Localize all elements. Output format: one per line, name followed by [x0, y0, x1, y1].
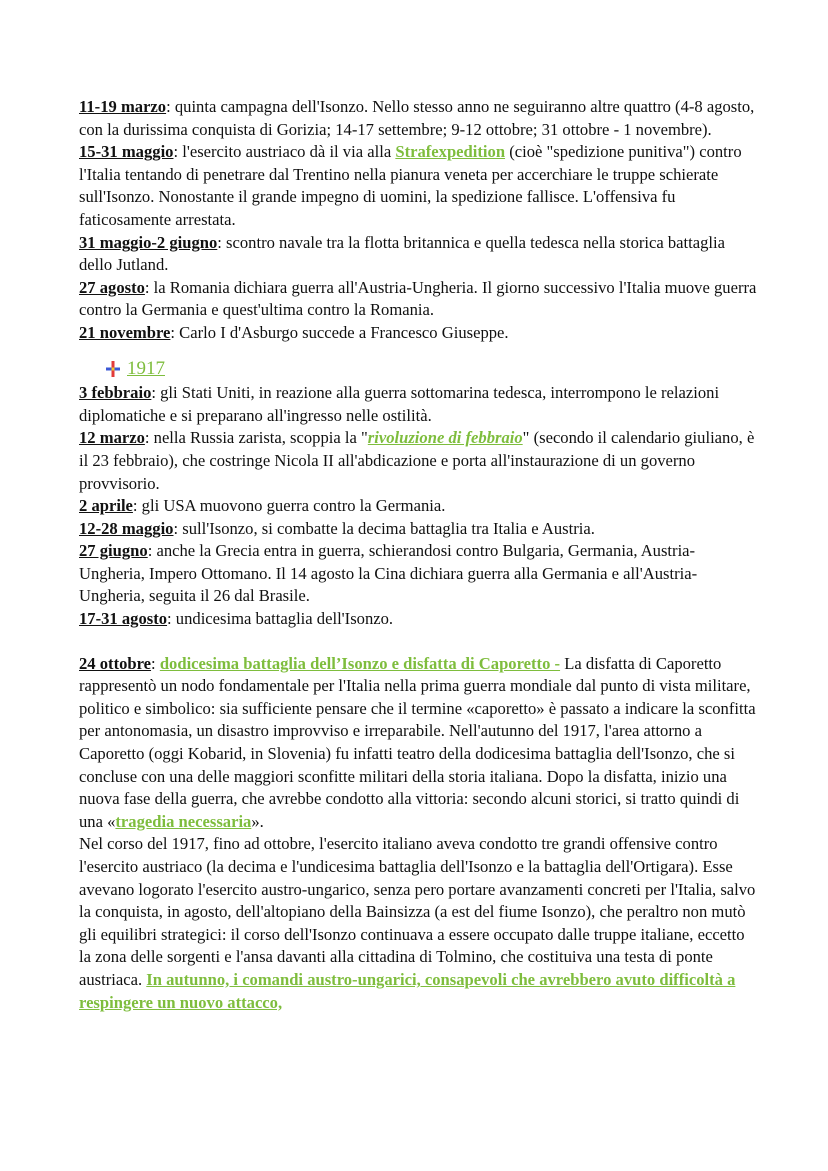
autunno-link[interactable]: In autunno, i comandi austro-ungarici, consapevoli che avrebbero avuto difficoltà a respingere un nuovo attacco,	[79, 969, 736, 1012]
strafexpedition-link[interactable]: Strafexpedition	[395, 142, 506, 162]
timeline-entry	[79, 382, 759, 427]
tragedia-necessaria-link[interactable]: tragedia necessaria	[115, 811, 252, 831]
paragraph-spacer	[79, 631, 759, 653]
timeline-entry	[79, 518, 759, 541]
entry-separator: :	[151, 653, 160, 673]
year-1917-link[interactable]: 1917	[127, 357, 165, 379]
offensive-paragraph	[79, 833, 759, 1014]
entry-date: 2 aprile	[79, 496, 133, 516]
timeline-entry	[79, 608, 759, 631]
document-page	[79, 96, 759, 1014]
entry-date: 3 febbraio	[79, 383, 152, 403]
timeline-entry	[79, 141, 759, 231]
entry-text: : nella Russia zarista, scoppia la "	[144, 428, 368, 448]
timeline-entry	[79, 277, 759, 322]
timeline-entry	[79, 96, 759, 141]
entry-text: : Carlo I d'Asburgo succede a Francesco Giuseppe.	[170, 322, 509, 342]
year-heading-1917	[103, 358, 759, 381]
timeline-entry	[79, 427, 759, 495]
entry-text: : gli USA muovono guerra contro la Germania.	[132, 496, 446, 516]
caporetto-battle-link[interactable]: dodicesima battaglia dell’Isonzo e disfatta di Caporetto -	[159, 653, 561, 673]
caporetto-text: La disfatta di Caporetto rappresentò un nodo fondamentale per l'Italia nella prima guerra mondiale dal punto di vista militare, politico e simbolico: sia sufficiente pensare che il termine «caporetto» è passato a indicare la sconfitta per antonomasia, un disastro improvviso e irreparabile. Nell'autunno del 1917, l'area attorno a Caporetto (oggi Kobarid, in Slovenia) fu infatti teatro della dodicesima battaglia dell'Isonzo, che si concluse con una delle maggiori sconfitte militari della storia italiana. Dopo la disfatta, inizio una nuova fase della guerra, che avrebbe condotto alla vittoria: secondo alcuni storici, si tratto quindi di una «	[79, 653, 756, 831]
entry-text: : undicesima battaglia dell'Isonzo.	[167, 609, 394, 629]
entry-text: : gli Stati Uniti, in reazione alla guerra sottomarina tedesca, interrompono le relazioni diplomatiche e si preparano all'ingresso nelle ostilità.	[79, 383, 720, 425]
offensive-text: Nel corso del 1917, fino ad ottobre, l'esercito italiano aveva condotto tre grandi offensive contro l'esercito austriaco (la decima e l'undicesima battaglia dell'Isonzo e la battaglia dell'Ortigara). Esse avevano logorato l'esercito austro-ungarico, senza pero portare avanzamenti concreti per l'Italia, salvo la conquista, in agosto, dell'altopiano della Bainsizza (a est del fiume Isonzo), che peraltro non mutò gli equilibri strategici: il corso dell'Isonzo continuava a essere occupato dalle truppe italiane, eccetto la zona delle sorgenti e l'ansa davanti alla cittadina di Tolmino, che costituiva una testa di ponte austriaca.	[79, 834, 756, 989]
entry-text: : quinta campagna dell'Isonzo. Nello stesso anno ne seguiranno altre quattro (4-8 agosto, con la durissima conquista di Gorizia; 14-17 settembre; 9-12 ottobre; 31 ottobre - 1 novembre).	[79, 97, 755, 139]
timeline-entry	[79, 232, 759, 277]
entry-text: : sull'Isonzo, si combatte la decima battaglia tra Italia e Austria.	[173, 518, 595, 538]
caporetto-paragraph	[79, 653, 759, 834]
timeline-entry	[79, 495, 759, 518]
entry-text: : l'esercito austriaco dà il via alla	[173, 142, 396, 162]
entry-text: : la Romania dichiara guerra all'Austria-Ungheria. Il giorno successivo l'Italia muove guerra contro la Germania e quest'ultima contro la Romania.	[79, 277, 757, 320]
entry-date: 12 marzo	[79, 428, 145, 448]
entry-date: 12-28 maggio	[79, 518, 174, 538]
entry-date: 24 ottobre	[79, 653, 152, 673]
entry-text: (cioè "spedizione punitiva") contro l'Italia tentando di penetrare dal Trentino nella pianura veneta per accerchiare le truppe schierate sull'Isonzo. Nonostante il grande impegno di uomini, la spedizione fallisce. L'offensiva fu faticosamente arrestata.	[79, 142, 742, 229]
entry-date: 21 novembre	[79, 322, 171, 342]
caporetto-text-end: ».	[251, 811, 264, 831]
entry-date: 17-31 agosto	[79, 609, 168, 629]
entry-date: 31 maggio-2 giugno	[79, 232, 218, 252]
timeline-entry	[79, 322, 759, 345]
entry-date: 27 giugno	[79, 541, 148, 561]
entry-text: : scontro navale tra la flotta britannica e quella tedesca nella storica battaglia dello Jutland.	[79, 232, 726, 275]
entry-date: 11-19 marzo	[79, 97, 167, 116]
entry-text: : anche la Grecia entra in guerra, schierandosi contro Bulgaria, Germania, Austria-Ungheria, Impero Ottomano. Il 14 agosto la Cina dichiara guerra alla Germania e all'Austria-Ungheria, seguita il 26 dal Brasile.	[79, 541, 698, 606]
rivoluzione-febbraio-link[interactable]: rivoluzione di febbraio	[367, 428, 523, 448]
timeline-entry	[79, 540, 759, 608]
entry-text: " (secondo il calendario giuliano, è il 23 febbraio), che costringe Nicola II all'abdicazione e porta all'instaurazione di un governo provvisorio.	[79, 428, 755, 493]
entry-date: 27 agosto	[79, 277, 145, 297]
entry-date: 15-31 maggio	[79, 142, 174, 162]
bullet-cross-icon	[103, 359, 123, 379]
